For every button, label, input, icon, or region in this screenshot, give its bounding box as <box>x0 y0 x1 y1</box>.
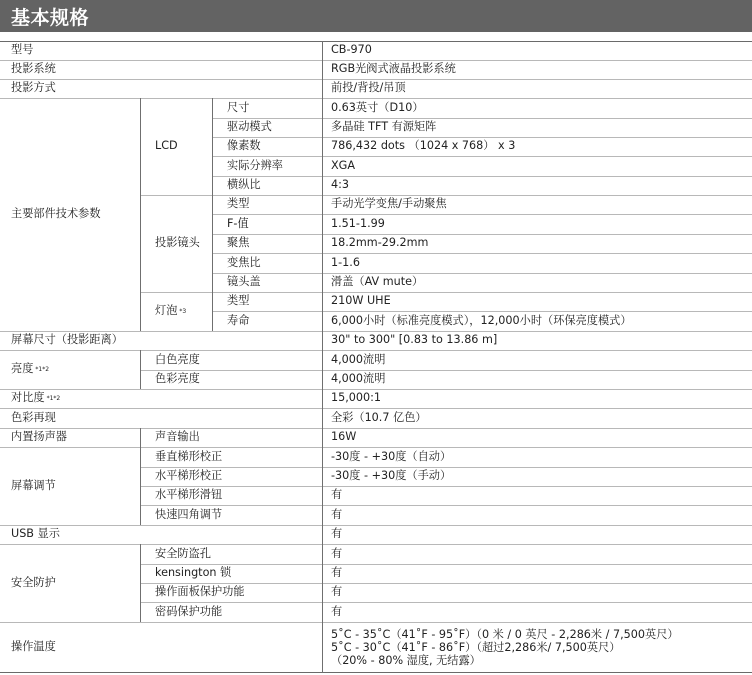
label-projection-system: 投影系统 <box>11 62 56 76</box>
label-brightness <box>11 350 139 389</box>
label-quick-corner: 快速四角调节 <box>155 507 223 521</box>
value-kensington: 有 <box>331 566 343 580</box>
label-speaker: 内置扬声器 <box>11 430 67 444</box>
value-white-brightness: 4,000流明 <box>331 352 386 366</box>
label-contrast <box>11 389 311 408</box>
label-white-brightness: 白色亮度 <box>155 352 200 366</box>
label-lcd-drive: 驱动模式 <box>227 120 272 134</box>
value-lens-f-number: 1.51-1.99 <box>331 216 385 230</box>
value-anti-theft: 有 <box>331 546 343 560</box>
value-lcd-resolution: XGA <box>331 158 355 172</box>
label-security: 安全防护 <box>11 575 56 589</box>
label-lamp-text: 灯泡 <box>155 304 178 318</box>
label-keystone-slider: 水平梯形滑钮 <box>155 488 223 502</box>
value-operating-temp <box>331 622 749 672</box>
value-screen-size: 30" to 300" [0.83 to 13.86 m] <box>331 333 498 347</box>
label-screen-size: 屏幕尺寸（投影距离） <box>11 333 123 347</box>
label-lcd-pixels: 像素数 <box>227 139 261 153</box>
value-keystone-slider: 有 <box>331 488 343 502</box>
label-lamp-life: 寿命 <box>227 313 250 327</box>
value-contrast: 15,000:1 <box>331 391 382 405</box>
operating-temp-line-2: 5˚C - 30˚C（41˚F - 86˚F）（超过2,286米/ 7,500英尺） <box>331 640 621 654</box>
value-lcd-drive: 多晶硅 TFT 有源矩阵 <box>331 120 437 134</box>
label-lamp <box>155 292 211 331</box>
label-lcd-resolution: 实际分辨率 <box>227 158 283 172</box>
section-title: 基本规格 <box>11 7 90 29</box>
section-header <box>0 0 752 32</box>
label-anti-theft: 安全防盗孔 <box>155 546 211 560</box>
label-lens-focal: 聚焦 <box>227 236 250 250</box>
value-lamp-type: 210W UHE <box>331 294 391 308</box>
label-projection-method: 投影方式 <box>11 81 56 95</box>
value-projection-method: 前投/背投/吊顶 <box>331 81 406 95</box>
value-model: CB-970 <box>331 43 372 57</box>
value-quick-corner: 有 <box>331 507 343 521</box>
label-vertical-keystone: 垂直梯形校正 <box>155 449 223 463</box>
label-password: 密码保护功能 <box>155 604 223 618</box>
label-contrast-text: 对比度 <box>11 391 45 405</box>
label-usb-display: USB 显示 <box>11 527 60 541</box>
value-lcd-size: 0.63英寸（D10） <box>331 100 424 114</box>
label-lens: 投影镜头 <box>155 236 200 250</box>
label-color-reproduction: 色彩再现 <box>11 410 56 424</box>
value-sound-output: 16W <box>331 430 357 444</box>
label-model: 型号 <box>11 43 34 57</box>
value-lamp-life: 6,000小时（标准亮度模式），12,000小时（环保亮度模式） <box>331 313 632 327</box>
value-color-brightness: 4,000流明 <box>331 372 386 386</box>
label-operating-temp: 操作温度 <box>11 639 56 653</box>
label-lens-cover: 镜头盖 <box>227 275 261 289</box>
value-horizontal-keystone: -30度 - +30度（手动） <box>331 469 452 483</box>
label-panel-lock: 操作面板保护功能 <box>155 585 245 599</box>
label-lcd-aspect: 横纵比 <box>227 178 261 192</box>
label-lcd: LCD <box>155 139 178 153</box>
value-lens-cover: 滑盖（AV mute） <box>331 275 424 289</box>
value-lens-focal: 18.2mm-29.2mm <box>331 236 429 250</box>
label-screen-adjust: 屏幕调节 <box>11 478 56 492</box>
operating-temp-line-1: 5˚C - 35˚C（41˚F - 95˚F）（0 米 / 0 英尺 - 2,286米 / 7,500英尺） <box>331 627 679 641</box>
label-color-brightness: 色彩亮度 <box>155 372 200 386</box>
label-lcd-size: 尺寸 <box>227 100 250 114</box>
value-lens-type: 手动光学变焦/手动聚焦 <box>331 197 447 211</box>
label-sound-output: 声音输出 <box>155 430 200 444</box>
value-vertical-keystone: -30度 - +30度（自动） <box>331 449 452 463</box>
label-brightness-note: *1*2 <box>35 365 50 373</box>
label-contrast-note: *1*2 <box>46 394 61 402</box>
label-brightness-text: 亮度 <box>11 362 34 376</box>
label-horizontal-keystone: 水平梯形校正 <box>155 469 223 483</box>
value-color-reproduction: 全彩（10.7 亿色） <box>331 410 427 424</box>
label-kensington: kensington 锁 <box>155 566 232 580</box>
value-usb-display: 有 <box>331 527 343 541</box>
value-lens-zoom: 1-1.6 <box>331 255 360 269</box>
label-lens-type: 类型 <box>227 197 250 211</box>
label-lamp-type: 类型 <box>227 294 250 308</box>
label-lens-zoom: 变焦比 <box>227 255 261 269</box>
label-lamp-note: *3 <box>179 307 187 315</box>
label-lens-f-number: F-值 <box>227 216 249 230</box>
label-main-components: 主要部件技术参数 <box>11 207 101 221</box>
value-panel-lock: 有 <box>331 585 343 599</box>
value-projection-system: RGB光阀式液晶投影系统 <box>331 62 456 76</box>
operating-temp-line-3: （20% - 80% 湿度, 无结露） <box>331 653 481 667</box>
value-lcd-aspect: 4:3 <box>331 178 350 192</box>
value-password: 有 <box>331 604 343 618</box>
value-lcd-pixels: 786,432 dots （1024 x 768） x 3 <box>331 139 516 153</box>
